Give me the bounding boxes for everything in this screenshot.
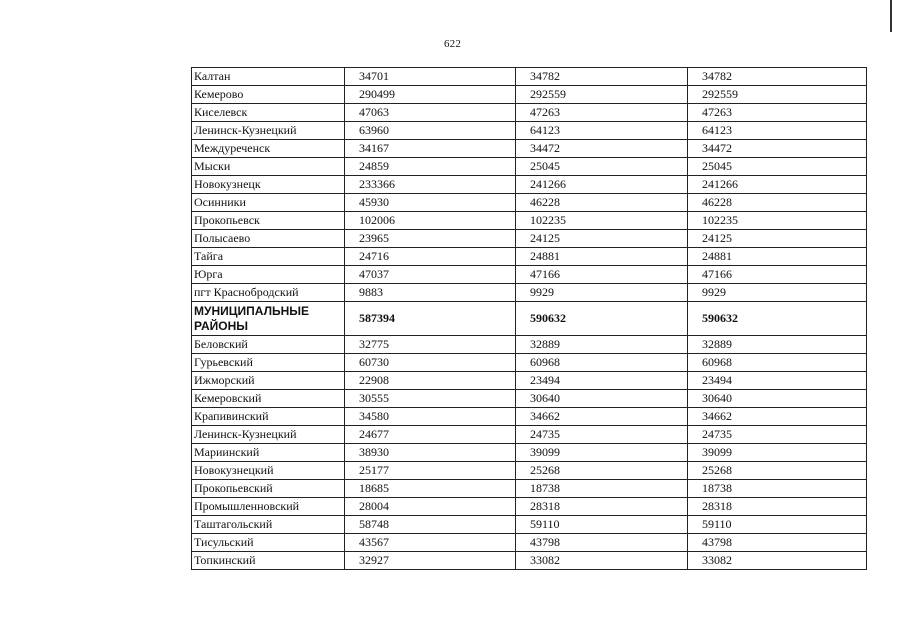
row-name-cell: Гурьевский xyxy=(192,354,345,372)
table-row xyxy=(192,86,867,104)
row-name-cell: Осинники xyxy=(192,194,345,212)
value-cell-3: 30640 xyxy=(688,390,867,408)
value-cell-3: 34472 xyxy=(688,140,867,158)
table-row xyxy=(192,534,867,552)
table-row xyxy=(192,498,867,516)
value-cell-3: 25268 xyxy=(688,462,867,480)
value-cell-2: 47166 xyxy=(516,266,688,284)
value-cell-3: 34662 xyxy=(688,408,867,426)
table-row xyxy=(192,212,867,230)
table-row xyxy=(192,158,867,176)
value-cell-2: 18738 xyxy=(516,480,688,498)
value-cell-2: 9929 xyxy=(516,284,688,302)
value-cell-1: 34167 xyxy=(345,140,516,158)
value-cell-1: 30555 xyxy=(345,390,516,408)
value-cell-2: 24881 xyxy=(516,248,688,266)
value-cell-3: 292559 xyxy=(688,86,867,104)
row-name-cell: Киселевск xyxy=(192,104,345,122)
value-cell-2: 292559 xyxy=(516,86,688,104)
value-cell-1: 28004 xyxy=(345,498,516,516)
table-row xyxy=(192,194,867,212)
row-name-cell: Калтан xyxy=(192,68,345,86)
row-name-cell: МУНИЦИПАЛЬНЫЕ РАЙОНЫ xyxy=(192,302,345,336)
value-cell-1: 58748 xyxy=(345,516,516,534)
row-name-cell: Крапивинский xyxy=(192,408,345,426)
table-row xyxy=(192,176,867,194)
table-row xyxy=(192,248,867,266)
value-cell-1: 47037 xyxy=(345,266,516,284)
page-number: 622 xyxy=(443,38,462,50)
row-name-cell: Ижморский xyxy=(192,372,345,390)
table-row xyxy=(192,68,867,86)
value-cell-1: 63960 xyxy=(345,122,516,140)
value-cell-2: 60968 xyxy=(516,354,688,372)
row-name-cell: Прокопьевск xyxy=(192,212,345,230)
value-cell-3: 46228 xyxy=(688,194,867,212)
table-row xyxy=(192,140,867,158)
value-cell-1: 233366 xyxy=(345,176,516,194)
row-name-cell: Ленинск-Кузнецкий xyxy=(192,426,345,444)
row-name-cell: Прокопьевский xyxy=(192,480,345,498)
table-row xyxy=(192,390,867,408)
row-name-cell: пгт Краснобродский xyxy=(192,284,345,302)
value-cell-3: 23494 xyxy=(688,372,867,390)
value-cell-2: 25045 xyxy=(516,158,688,176)
row-name-cell: Таштагольский xyxy=(192,516,345,534)
table-row xyxy=(192,122,867,140)
value-cell-2: 590632 xyxy=(516,302,688,336)
value-cell-3: 9929 xyxy=(688,284,867,302)
table-row xyxy=(192,284,867,302)
row-name-cell: Кемерово xyxy=(192,86,345,104)
value-cell-1: 9883 xyxy=(345,284,516,302)
table-row xyxy=(192,266,867,284)
value-cell-3: 24881 xyxy=(688,248,867,266)
row-name-cell: Топкинский xyxy=(192,552,345,570)
row-name-cell: Междуреченск xyxy=(192,140,345,158)
value-cell-1: 32927 xyxy=(345,552,516,570)
value-cell-3: 64123 xyxy=(688,122,867,140)
value-cell-2: 46228 xyxy=(516,194,688,212)
value-cell-2: 30640 xyxy=(516,390,688,408)
value-cell-2: 59110 xyxy=(516,516,688,534)
table-row xyxy=(192,480,867,498)
table-row xyxy=(192,336,867,354)
value-cell-2: 32889 xyxy=(516,336,688,354)
value-cell-1: 23965 xyxy=(345,230,516,248)
value-cell-3: 39099 xyxy=(688,444,867,462)
value-cell-2: 23494 xyxy=(516,372,688,390)
row-name-cell: Новокузнецк xyxy=(192,176,345,194)
value-cell-3: 34782 xyxy=(688,68,867,86)
value-cell-3: 32889 xyxy=(688,336,867,354)
table-row xyxy=(192,552,867,570)
table-row xyxy=(192,462,867,480)
row-name-cell: Ленинск-Кузнецкий xyxy=(192,122,345,140)
value-cell-2: 28318 xyxy=(516,498,688,516)
row-name-cell: Полысаево xyxy=(192,230,345,248)
value-cell-2: 34662 xyxy=(516,408,688,426)
value-cell-3: 24735 xyxy=(688,426,867,444)
value-cell-3: 102235 xyxy=(688,212,867,230)
value-cell-2: 241266 xyxy=(516,176,688,194)
value-cell-3: 28318 xyxy=(688,498,867,516)
value-cell-3: 47263 xyxy=(688,104,867,122)
table-row xyxy=(192,104,867,122)
value-cell-1: 45930 xyxy=(345,194,516,212)
value-cell-1: 24677 xyxy=(345,426,516,444)
table-row xyxy=(192,426,867,444)
value-cell-3: 59110 xyxy=(688,516,867,534)
table-row xyxy=(192,354,867,372)
value-cell-1: 22908 xyxy=(345,372,516,390)
row-name-cell: Тисульский xyxy=(192,534,345,552)
row-name-cell: Новокузнецкий xyxy=(192,462,345,480)
value-cell-2: 34472 xyxy=(516,140,688,158)
value-cell-3: 590632 xyxy=(688,302,867,336)
value-cell-2: 34782 xyxy=(516,68,688,86)
table-row xyxy=(192,230,867,248)
value-cell-1: 60730 xyxy=(345,354,516,372)
value-cell-1: 38930 xyxy=(345,444,516,462)
row-name-cell: Беловский xyxy=(192,336,345,354)
page-edge-mark xyxy=(890,0,892,32)
value-cell-2: 25268 xyxy=(516,462,688,480)
value-cell-1: 24859 xyxy=(345,158,516,176)
value-cell-3: 33082 xyxy=(688,552,867,570)
value-cell-3: 60968 xyxy=(688,354,867,372)
value-cell-2: 24735 xyxy=(516,426,688,444)
population-table xyxy=(191,67,867,570)
value-cell-3: 47166 xyxy=(688,266,867,284)
row-name-cell: Кемеровский xyxy=(192,390,345,408)
table-row xyxy=(192,444,867,462)
value-cell-2: 33082 xyxy=(516,552,688,570)
table-row xyxy=(192,372,867,390)
value-cell-3: 24125 xyxy=(688,230,867,248)
value-cell-1: 102006 xyxy=(345,212,516,230)
value-cell-1: 587394 xyxy=(345,302,516,336)
value-cell-1: 47063 xyxy=(345,104,516,122)
value-cell-1: 18685 xyxy=(345,480,516,498)
value-cell-1: 43567 xyxy=(345,534,516,552)
table-row xyxy=(192,408,867,426)
value-cell-2: 47263 xyxy=(516,104,688,122)
row-name-cell: Юрга xyxy=(192,266,345,284)
value-cell-3: 43798 xyxy=(688,534,867,552)
value-cell-3: 25045 xyxy=(688,158,867,176)
value-cell-2: 102235 xyxy=(516,212,688,230)
value-cell-2: 24125 xyxy=(516,230,688,248)
row-name-cell: Тайга xyxy=(192,248,345,266)
row-name-cell: Промышленновский xyxy=(192,498,345,516)
value-cell-1: 34701 xyxy=(345,68,516,86)
value-cell-1: 34580 xyxy=(345,408,516,426)
value-cell-2: 39099 xyxy=(516,444,688,462)
value-cell-1: 24716 xyxy=(345,248,516,266)
row-name-cell: Мыски xyxy=(192,158,345,176)
value-cell-1: 25177 xyxy=(345,462,516,480)
value-cell-1: 290499 xyxy=(345,86,516,104)
table-group-row xyxy=(192,302,867,336)
value-cell-2: 64123 xyxy=(516,122,688,140)
value-cell-3: 18738 xyxy=(688,480,867,498)
value-cell-1: 32775 xyxy=(345,336,516,354)
value-cell-2: 43798 xyxy=(516,534,688,552)
table-body xyxy=(192,68,867,570)
row-name-cell: Мариинский xyxy=(192,444,345,462)
table-row xyxy=(192,516,867,534)
value-cell-3: 241266 xyxy=(688,176,867,194)
